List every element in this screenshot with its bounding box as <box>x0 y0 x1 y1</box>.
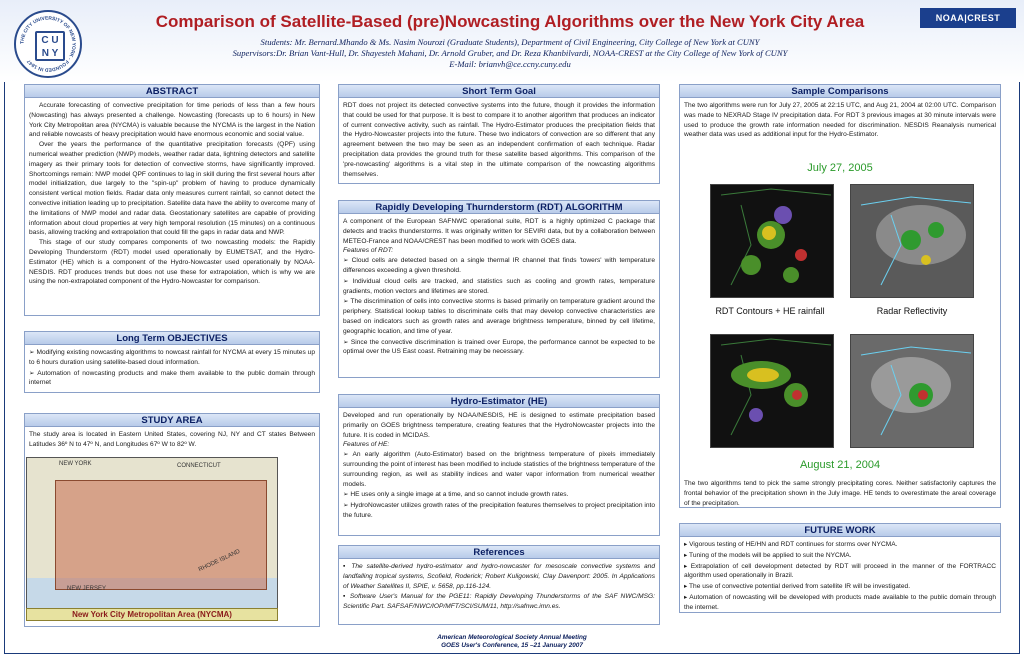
noaa-crest-logo: NOAA|CREST <box>920 8 1016 28</box>
future-item: ▸ Automation of nowcasting will be developed with products made available to the public domain through the internet. <box>684 593 996 611</box>
rdt-he-image-august <box>710 334 834 448</box>
abstract-paragraph: Over the years the performance of the quantitative precipitation forecasts (QPF) using numerical weather prediction (NWP) models, weather radar data, lightning detectors and satellite imagery as their primary tools for detection of convective storms, have significantly improved. Shortcomings remain: NWP model QPF continues to lag in skill during the first several hours after model initialization, due largely to the "spin-up" problem of having to produce dynamically consistent vertical motion fields. Radar data only measures current rainfall, so cannot detect the convective initiation leading up to precipitation. Satellite data have the ability to overcome many of the limitations of NWP model and radar data. Geostationary satellites are capable of providing information about cloud properties at very high temporal resolution (15 minutes) on a continuous basis, allowing tracking and extrapolation that could fill the gaps in radar data and NWP. <box>29 141 315 237</box>
objective-item: ➢ Modifying existing nowcasting algorithms to nowcast rainfall for NYCMA at every 15 minutes up to 6 hours duration using satellite-based cloud information. <box>29 349 316 366</box>
abstract-heading: ABSTRACT <box>25 85 319 98</box>
rdt-heading: Rapidly Developing Thurnderstorm (RDT) ALGORITHM <box>339 201 659 214</box>
abstract-paragraph: This stage of our study compares components of two nowcasting models: the Rapidly Developing Thunderstorm (RDT) model used operationally by EUMETSAT, and the Hydro-Estimator (HE) which is a component of the Hydro-Nowcaster used operationally by NOAA-NESDIS. RDT produces trends but does not use these for extrapolation, which is why we are using the non-extrapolated component of the Hydro-Nowcaster for comparison. <box>29 239 315 286</box>
authors-supervisors: Supervisors:Dr. Brian Vant-Hull, Dr. Shayesteh Mahani, Dr. Arnold Gruber, and Dr. Reza Khanbilvardi, NOAA-CREST at the City College of New York of CUNY <box>232 48 788 58</box>
date-label-august: August 21, 2004 <box>799 459 881 471</box>
he-heading: Hydro-Estimator (HE) <box>339 395 659 408</box>
poster-title: Comparison of Satellite-Based (pre)Nowcasting Algorithms over the New York City Area <box>155 12 865 31</box>
short-term-panel <box>338 84 660 184</box>
references-panel <box>338 545 660 625</box>
he-intro: Developed and run operationally by NOAA/NESDIS, HE is designed to estimate precipitation based primarily on GOES brightness temperature, creating features that the HydroNowcaster projects into the future. It is coded in MCIDAS. <box>343 412 655 439</box>
short-term-heading: Short Term Goal <box>339 85 659 98</box>
study-area-heading: STUDY AREA <box>25 414 319 427</box>
rdt-feature-item: ➢ Cloud cells are detected based on a single thermal IR channel that finds 'towers' with temperature differences exceeding a given threshold. <box>343 257 655 274</box>
future-work-panel <box>679 523 1001 613</box>
footer-dates: GOES User's Conference, 15 –21 January 2007 <box>441 642 583 649</box>
map-label-new-york: NEW YORK <box>59 461 92 467</box>
abstract-paragraph: Accurate forecasting of convective precipitation for time periods of less than a few hours (Nowcasting) has always presented a challenge. Nowcasting (forecasts up to 6 hours) in New York City Metropolitan area (NYCMA) is valuable because the NYCMA is the largest in the Nation and reliable nowcasts of heavy precipitation would have enormous economic and social value. <box>29 102 315 139</box>
rdt-feature-item: ➢ The discrimination of cells into convective storms is based primarily on temperature gradient around the periphery. Statistical lookup tables to discriminate cells that may develop convective characteristics are based on indicators such as growth rates and average brightness temperature, binned by cell lifetime, geographic location, and time of year. <box>343 298 655 335</box>
short-term-text: RDT does not project its detected convective systems into the future, though it provides the information that could be used for that purpose. It is best to compare it to another algorithm that produces an indicator of current convective activity, such as rainfall. The Hydro-Estimator produces the precipitation fields that the Hydro-Nowcaster projects into the future. These two indicators of convection are so different that any agreement between the two may be seen as an independent confirmation of each technique. Radar precipitation data provides the ground truth for these satellite based algorithms. This comparison of the 'pre-nowcasting' algorithms is a vital step in the ultimate comparison of the nowcasting algorithms themselves. <box>343 102 655 178</box>
date-label-july: July 27, 2005 <box>807 162 873 174</box>
abstract-panel <box>24 84 320 316</box>
rdt-panel <box>338 200 660 378</box>
map-label-rhode-island: RHODE ISLAND <box>197 548 242 574</box>
rdt-feature-item: ➢ Since the convective discrimination is trained over Europe, the performance cannot be expected to be optimal over the US East coast. Retraining may be necessary. <box>343 338 655 356</box>
he-features-label: Features of HE: <box>343 441 390 449</box>
poster-footer <box>0 634 1024 650</box>
reference-item: ▪ Software User's Manual for the PGE11: Rapidly Developing Thunderstorms of the SAF NWC/MSG: Scientific Part. SAFSAF/NWC/IOP/MFT/SCI/SUM/11, http://safnwc.imn.es. <box>343 593 655 611</box>
authors-block <box>100 37 920 70</box>
future-work-heading: FUTURE WORK <box>680 524 1000 537</box>
nycma-highlight-region <box>55 480 267 590</box>
future-item: ▸ Vigorous testing of HE/HN and RDT continues for storms over NYCMA. <box>684 541 898 548</box>
comparisons-heading: Sample Comparisons <box>680 85 1000 98</box>
svg-text:THE CITY UNIVERSITY OF NEW YOR: THE CITY UNIVERSITY OF NEW YORK · FOUNDED IN 1847 <box>20 16 76 72</box>
map-caption: New York City Metropolitan Area (NYCMA) <box>26 608 278 621</box>
comparisons-summary: The two algorithms tend to pick the same strongly precipitating cores. Neither satisfactorily captures the frontal behavior of the precipitation shown in the July image. HE tends to overestimate the areal coverage of the precipitation. <box>684 480 996 507</box>
references-heading: References <box>339 546 659 559</box>
future-item: ▸ Tuning of the models will be applied to suit the NYCMA. <box>684 551 852 559</box>
ccny-seal-logo: THE CITY UNIVERSITY OF NEW YORK · FOUNDED IN 1847 C U N Y <box>14 10 82 78</box>
future-item: ▸ The use of convective potential derived from satellite IR will be investigated. <box>684 583 911 591</box>
comparisons-text: The two algorithms were run for July 27, 2005 at 22:15 UTC, and Aug 21, 2004 at 02:00 UTC. Comparison was made to NEXRAD Stage IV precipitation data. For RDT 3 previous images at 30 minute intervals were used to produce the growth rate information needed for discrimination. NESDIS Reanalysis numerical weather data was used as additional input for the Hydro-Estimator. <box>684 102 996 139</box>
caption-radar: Radar Reflectivity <box>876 306 948 316</box>
radar-image-july <box>850 184 974 298</box>
objectives-heading: Long Term OBJECTIVES <box>25 332 319 345</box>
map-label-connecticut: CONNECTICUT <box>177 463 221 469</box>
he-feature-item: ➢ An early algorithm (Auto-Estimator) based on the brightness temperature of pixels immediately surrounding the point of interest has been modified to include statistics of the brightness temperature of the surrounding region, as well as stability indices and water vapor information from numerical weather models. <box>343 451 655 488</box>
study-area-map <box>26 457 278 620</box>
he-feature-item: ➢ HE uses only a single image at a time, and so cannot include growth rates. <box>343 491 569 499</box>
rdt-feature-item: ➢ Individual cloud cells are tracked, and statistics such as cooling and growth rates, temperature gradients, motion vectors and lifetimes are stored. <box>343 277 655 295</box>
rdt-features-label: Features of RDT: <box>343 247 394 255</box>
he-feature-item: ➢ HydroNowcaster utilizes growth rates of the precipitation features themselves to project precipitation into the future. <box>343 502 655 519</box>
rdt-he-image-july <box>710 184 834 298</box>
map-label-new-jersey: NEW JERSEY <box>67 586 107 592</box>
authors-students: Students: Mr. Bernard.Mhando & Ms. Nasim Nourozi (Graduate Students), Department of Civil Engineering, City College of New York at CUNY <box>260 37 760 47</box>
future-item: ▸ Extrapolation of cell development detected by RDT will proceed in the manner of the FORTRACC algorithm used operationally in Brazil. <box>684 562 996 580</box>
footer-conference: American Meteorological Society Annual Meeting <box>437 634 587 641</box>
objectives-panel <box>24 331 320 393</box>
author-email: E-Mail: brianvh@ce.ccny.cuny.edu <box>449 59 571 69</box>
poster-header <box>0 0 1024 82</box>
radar-image-august <box>850 334 974 448</box>
he-panel <box>338 394 660 536</box>
objective-item: ➢ Automation of nowcasting products and make them available to the public domain through internet <box>29 369 316 387</box>
caption-rdt-he: RDT Contours + HE rainfall <box>715 306 825 316</box>
rdt-intro: A component of the European SAFNWC operational suite, RDT is a highly optimized C package that detects and tracks thunderstorms. It was originally written for SEVIRI data, but by a collaboration between METEO-France and NOAA/CREST has been modified to work with GOES data. <box>343 218 655 245</box>
study-area-text: The study area is located in Eastern United States, covering NJ, NY and CT states Between Latitudes 36º N to 47º N, and Longitudes 67º W to 82º W. <box>29 431 315 448</box>
reference-item: ▪ The satellite-derived hydro-estimator and hydro-nowcaster for mesoscale convective systems and landfalling tropical systems, Scofield, Roderick; Robert Kuligowski, Clay Davenport: 2005. In Applications of Weather Satellites II, SPIE, v. 5658, pp.116-124. <box>343 563 656 590</box>
